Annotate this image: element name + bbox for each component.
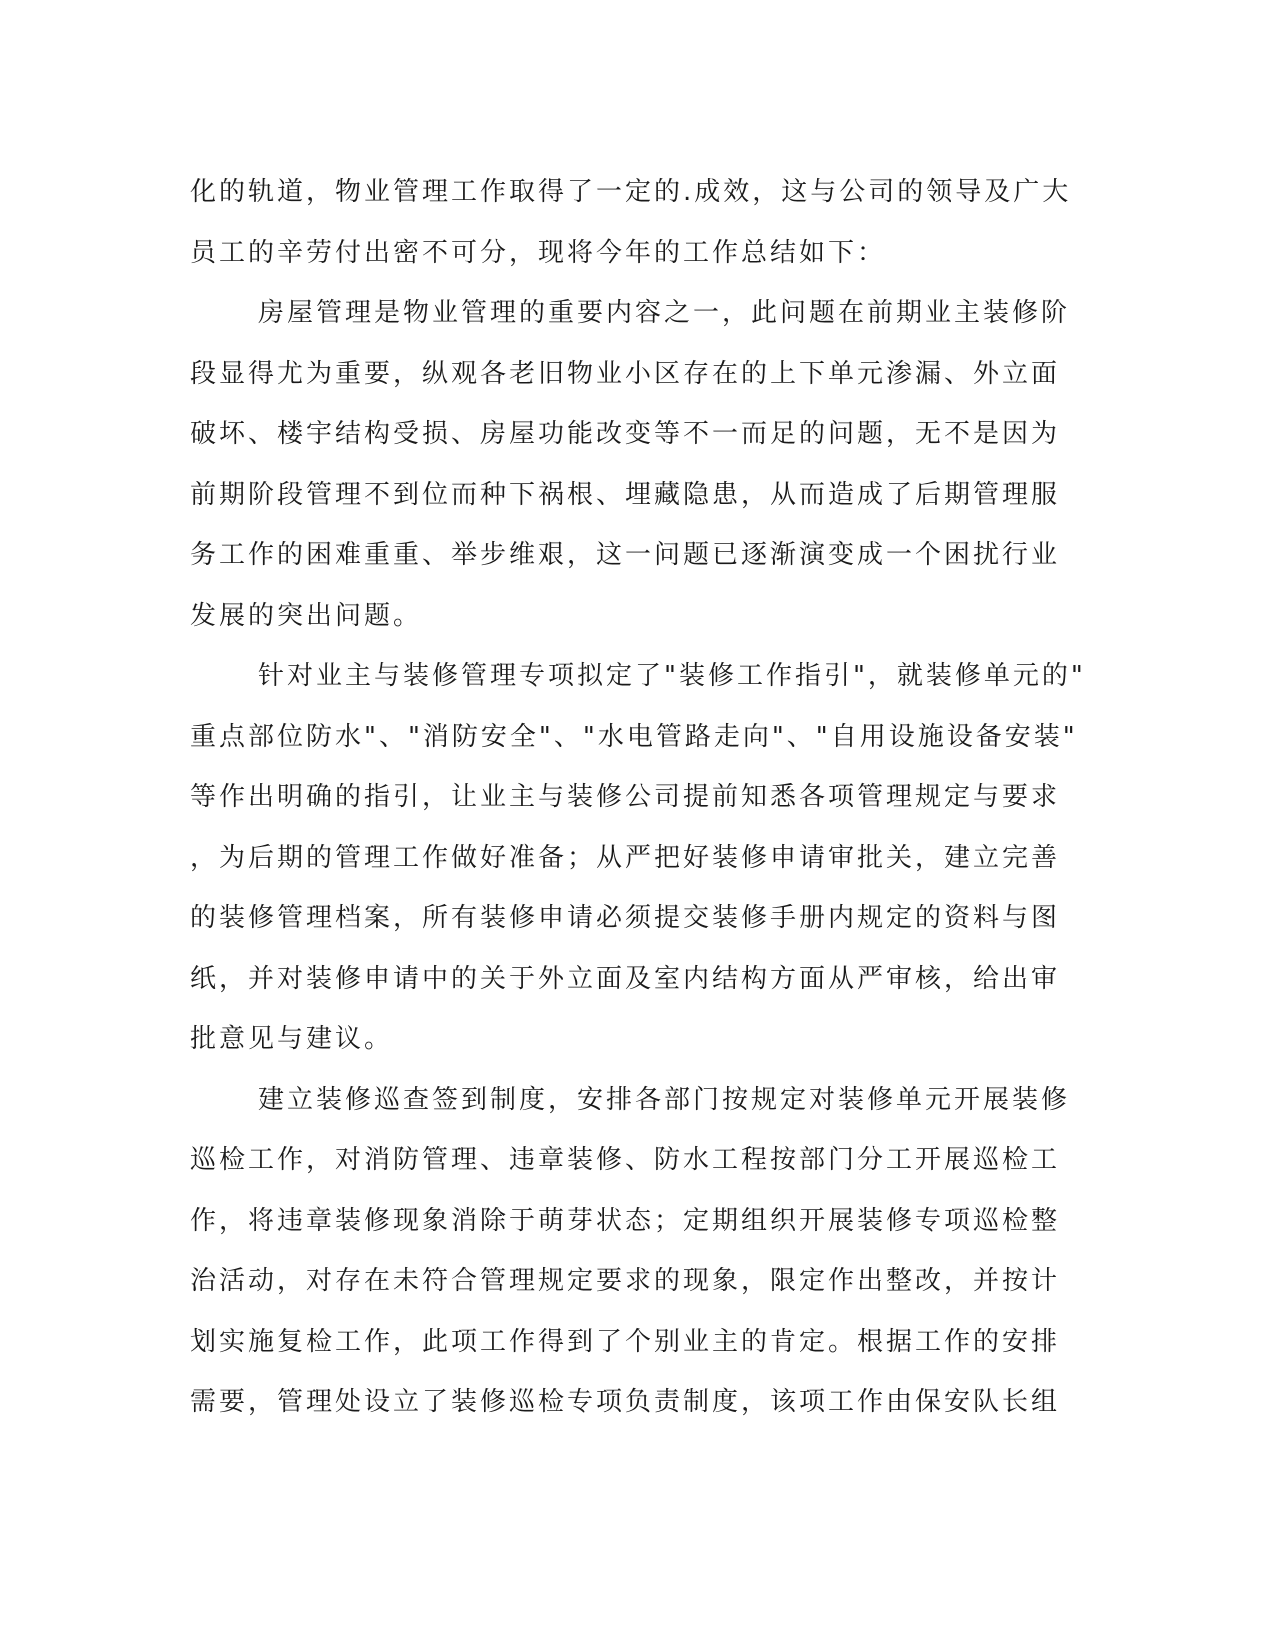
text-line: 前期阶段管理不到位而种下祸根、埋藏隐患，从而造成了后期管理服 [190, 479, 1061, 510]
text-line: 段显得尤为重要，纵观各老旧物业小区存在的上下单元渗漏、外立面 [190, 358, 1061, 389]
text-line: 需要，管理处设立了装修巡检专项负责制度，该项工作由保安队长组 [190, 1387, 1061, 1417]
text-line: 巡检工作，对消防管理、违章装修、防水工程按部门分工开展巡检工 [190, 1145, 1061, 1175]
text-line: 批意见与建议。 [190, 1024, 394, 1054]
text-line: ，为后期的管理工作做好准备；从严把好装修申请审批关，建立完善 [190, 842, 1061, 873]
text-line: 针对业主与装修管理专项拟定了"装修工作指引"，就装修单元的" [258, 661, 1086, 691]
text-line: 破坏、楼宇结构受损、房屋功能改变等不一而足的问题，无不是因为 [190, 419, 1061, 449]
text-line: 建立装修巡查签到制度，安排各部门按规定对装修单元开展装修 [258, 1084, 1071, 1115]
paragraph-3 [190, 646, 1090, 1070]
paragraph-4 [190, 1070, 1090, 1433]
paragraph-2 [190, 283, 1090, 646]
text-line: 化的轨道，物业管理工作取得了一定的.成效，这与公司的领导及广大 [190, 177, 1072, 207]
document-body [190, 162, 1090, 1433]
text-line: 治活动，对存在未符合管理规定要求的现象，限定作出整改，并按计 [190, 1266, 1061, 1296]
text-line: 作，将违章装修现象消除于萌芽状态；定期组织开展装修专项巡检整 [190, 1205, 1061, 1236]
paragraph-1 [190, 162, 1090, 283]
text-line: 房屋管理是物业管理的重要内容之一，此问题在前期业主装修阶 [258, 298, 1071, 328]
text-line: 划实施复检工作，此项工作得到了个别业主的肯定。根据工作的安排 [190, 1326, 1061, 1357]
text-line: 务工作的困难重重、举步维艰，这一问题已逐渐演变成一个困扰行业 [190, 540, 1061, 570]
text-line: 纸，并对装修申请中的关于外立面及室内结构方面从严审核，给出审 [190, 963, 1061, 994]
text-line: 发展的突出问题。 [190, 600, 423, 631]
text-line: 员工的辛劳付出密不可分，现将今年的工作总结如下： [190, 237, 887, 268]
text-line: 重点部位防水"、"消防安全"、"水电管路走向"、"自用设施设备安装" [190, 721, 1078, 752]
text-line: 的装修管理档案，所有装修申请必须提交装修手册内规定的资料与图 [190, 903, 1061, 933]
text-line: 等作出明确的指引，让业主与装修公司提前知悉各项管理规定与要求 [190, 782, 1061, 812]
